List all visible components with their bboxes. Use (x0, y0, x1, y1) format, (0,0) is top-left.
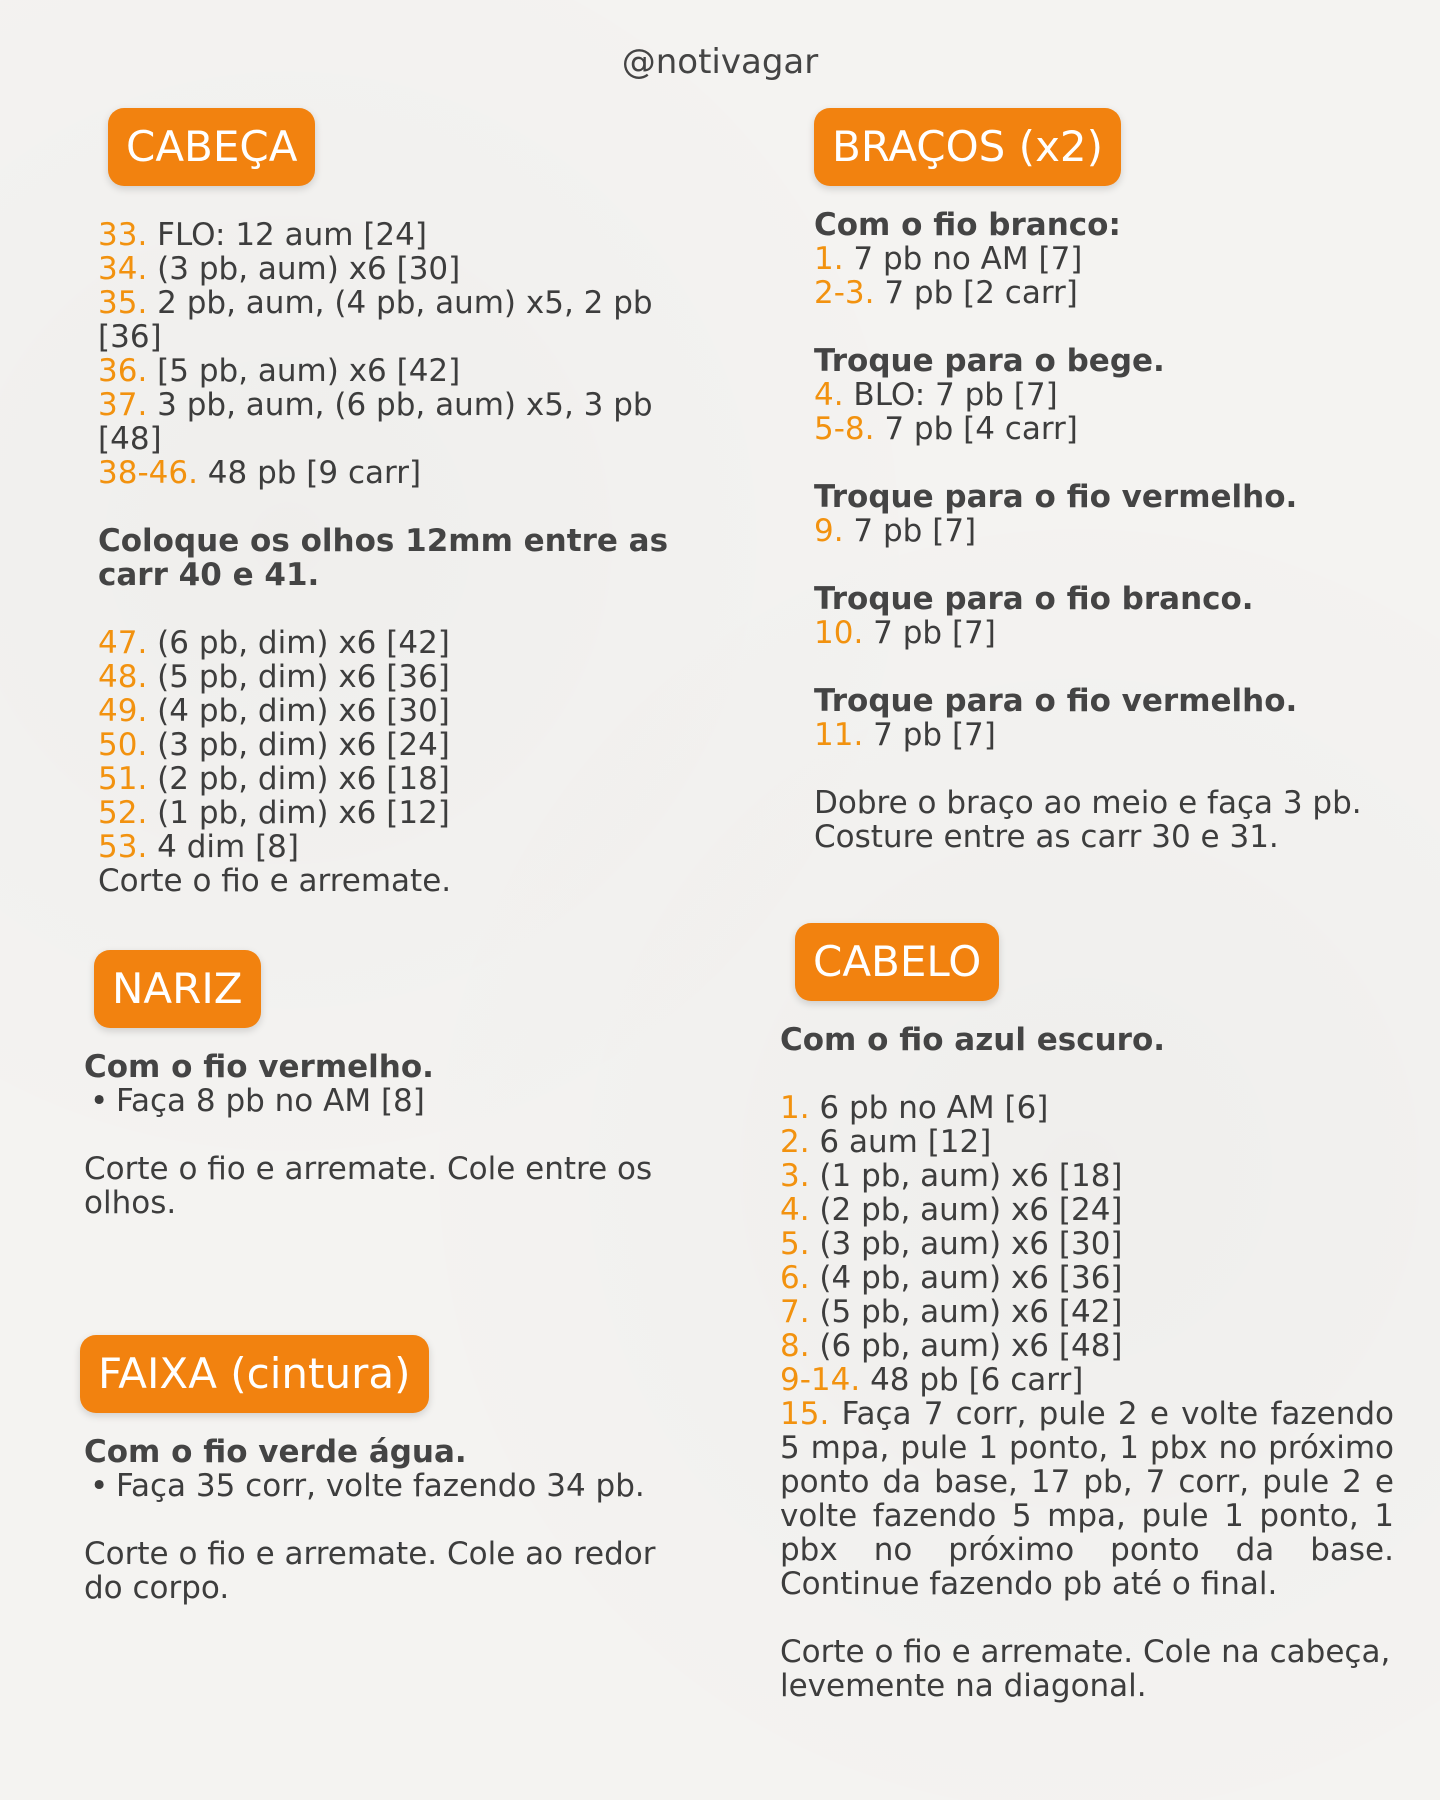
faixa-heading: Com o fio verde água. (84, 1434, 467, 1470)
bracos-h3: Troque para o fio vermelho. (814, 479, 1298, 515)
bracos-h2: Troque para o bege. (814, 343, 1165, 379)
round-line (780, 1125, 1394, 1159)
faixa-title: FAIXA (cintura) (80, 1335, 429, 1413)
round-number: 1. (780, 1090, 810, 1126)
round-line (98, 762, 698, 796)
round-number: 11. (814, 717, 864, 753)
round-line (98, 830, 698, 864)
bracos-finish-line1: Dobre o braço ao meio e faça 3 pb. (814, 785, 1362, 821)
round-text: (3 pb, aum) x6 [30] (809, 1226, 1123, 1262)
round-number: 47. (98, 625, 148, 661)
round-line (814, 718, 1414, 752)
round-line (814, 412, 1414, 446)
round-number: 53. (98, 829, 148, 865)
round-line (98, 388, 698, 422)
round-line (780, 1363, 1394, 1397)
faixa-bullet: • Faça 35 corr, volte fazendo 34 pb. (84, 1469, 724, 1503)
round-text: 7 pb [4 carr] (874, 411, 1078, 447)
cabelo-heading: Com o fio azul escuro. (780, 1022, 1166, 1058)
cabelo-finish-line2: levemente na diagonal. (780, 1668, 1147, 1704)
round-number: 5. (780, 1226, 810, 1262)
round-number: 50. (98, 727, 148, 763)
round-text: (3 pb, dim) x6 [24] (147, 727, 450, 763)
round-line (98, 694, 698, 728)
round-text: 7 pb [7] (863, 717, 996, 753)
bracos-finish-line2: Costure entre as carr 30 e 31. (814, 819, 1279, 855)
round-number: 36. (98, 353, 148, 389)
round-number: 52. (98, 795, 148, 831)
round-text: 6 pb no AM [6] (809, 1090, 1049, 1126)
round-text: 7 pb [7] (843, 513, 977, 549)
round-line (780, 1261, 1394, 1295)
section-nariz (84, 950, 704, 1220)
round-text: [5 pb, aum) x6 [42] (147, 353, 461, 389)
cabeca-rounds2 (98, 626, 698, 864)
round-line (98, 354, 698, 388)
round-number: 10. (814, 615, 864, 651)
round-text: (4 pb, dim) x6 [30] (147, 693, 450, 729)
round-number: 34. (98, 251, 148, 287)
faixa-finish-line2: do corpo. (84, 1570, 230, 1606)
round-number: 15. (780, 1396, 830, 1432)
cabelo-title: CABELO (795, 923, 999, 1001)
round-line (780, 1193, 1394, 1227)
round-line (814, 616, 1414, 650)
nariz-finish-line1: Corte o fio e arremate. Cole entre os (84, 1151, 653, 1187)
round-line (814, 242, 1414, 276)
round-number: 9-14. (780, 1362, 861, 1398)
round-line (98, 218, 698, 252)
faixa-finish-line1: Corte o fio e arremate. Cole ao redor (84, 1536, 656, 1572)
round-line (814, 514, 1414, 548)
nariz-heading: Com o fio vermelho. (84, 1049, 434, 1085)
round-line (98, 660, 698, 694)
round-text: FLO: 12 aum [24] (147, 217, 427, 253)
round-number: 4. (814, 377, 844, 413)
round-line (98, 422, 698, 456)
round-number: 6. (780, 1260, 810, 1296)
round-number: 49. (98, 693, 148, 729)
round-text: 7 pb [7] (863, 615, 996, 651)
round-text: 48 pb [6 carr] (860, 1362, 1084, 1398)
round-text: (5 pb, aum) x6 [42] (809, 1294, 1123, 1330)
round-line (98, 320, 698, 354)
cabelo-round-15 (780, 1397, 1394, 1601)
round-text: Faça 7 corr, pule 2 e volte fazendo 5 mpa, pule 1 ponto, 1 pbx no próximo ponto da base, 17 pb, 7 corr, pule 2 e volte fazendo 5 mpa, pule 1 ponto, 1 pbx no próximo ponto da base. Continue fazendo pb até o final. (780, 1396, 1394, 1602)
cabelo-finish-line1: Corte o fio e arremate. Cole na cabeça, (780, 1634, 1391, 1670)
round-text: 4 dim [8] (147, 829, 299, 865)
section-cabeca (98, 108, 698, 898)
bracos-title: BRAÇOS (x2) (814, 108, 1121, 186)
round-text: (2 pb, dim) x6 [18] (147, 761, 450, 797)
round-line (98, 456, 698, 490)
round-text: 2 pb, aum, (4 pb, aum) x5, 2 pb (147, 285, 653, 321)
round-number: 1. (814, 241, 844, 277)
round-text: BLO: 7 pb [7] (843, 377, 1058, 413)
round-number: 9. (814, 513, 844, 549)
round-line (814, 378, 1414, 412)
round-text: 7 pb [2 carr] (874, 275, 1078, 311)
round-text: (1 pb, aum) x6 [18] (809, 1158, 1123, 1194)
round-number: 35. (98, 285, 148, 321)
round-text: 3 pb, aum, (6 pb, aum) x5, 3 pb (147, 387, 653, 423)
round-number: 2-3. (814, 275, 875, 311)
round-text: 6 aum [12] (809, 1124, 992, 1160)
round-number: 7. (780, 1294, 810, 1330)
round-text: (6 pb, dim) x6 [42] (147, 625, 450, 661)
round-text: (5 pb, dim) x6 [36] (147, 659, 450, 695)
round-number: 51. (98, 761, 148, 797)
round-line (780, 1329, 1394, 1363)
round-line (780, 1295, 1394, 1329)
cabeca-finish: Corte o fio e arremate. (98, 863, 452, 899)
bracos-h1: Com o fio branco: (814, 207, 1121, 243)
round-number: 33. (98, 217, 148, 253)
round-line (98, 252, 698, 286)
round-number: 3. (780, 1158, 810, 1194)
round-text: [48] (98, 421, 162, 457)
author-handle: @notivagar (621, 42, 819, 82)
cabeca-rounds (98, 218, 698, 490)
round-number: 48. (98, 659, 148, 695)
nariz-title: NARIZ (94, 950, 261, 1028)
cabeca-note-line2: carr 40 e 41. (98, 557, 320, 593)
section-cabelo (780, 923, 1394, 1703)
round-number: 8. (780, 1328, 810, 1364)
nariz-bullet: • Faça 8 pb no AM [8] (84, 1084, 704, 1118)
round-text: 48 pb [9 carr] (197, 455, 422, 491)
round-line (814, 276, 1414, 310)
round-text: (1 pb, dim) x6 [12] (147, 795, 450, 831)
cabeca-title: CABEÇA (108, 108, 315, 186)
round-line (780, 1227, 1394, 1261)
round-number: 38-46. (98, 455, 198, 491)
round-line (98, 796, 698, 830)
bracos-h4: Troque para o fio branco. (814, 581, 1254, 617)
section-faixa (84, 1335, 724, 1605)
round-text: 7 pb no AM [7] (843, 241, 1083, 277)
round-line (780, 1091, 1394, 1125)
round-line (98, 626, 698, 660)
round-text: (4 pb, aum) x6 [36] (809, 1260, 1123, 1296)
round-number: 37. (98, 387, 148, 423)
cabeca-note-line1: Coloque os olhos 12mm entre as (98, 523, 669, 559)
round-line (98, 286, 698, 320)
nariz-finish-line2: olhos. (84, 1185, 177, 1221)
section-bracos (814, 108, 1414, 854)
round-number: 4. (780, 1192, 810, 1228)
round-text: [36] (98, 319, 162, 355)
round-line (780, 1159, 1394, 1193)
round-number: 2. (780, 1124, 810, 1160)
round-number: 5-8. (814, 411, 875, 447)
bracos-h5: Troque para o fio vermelho. (814, 683, 1298, 719)
round-text: (6 pb, aum) x6 [48] (809, 1328, 1123, 1364)
round-text: (3 pb, aum) x6 [30] (147, 251, 461, 287)
round-text: (2 pb, aum) x6 [24] (809, 1192, 1123, 1228)
round-line (98, 728, 698, 762)
